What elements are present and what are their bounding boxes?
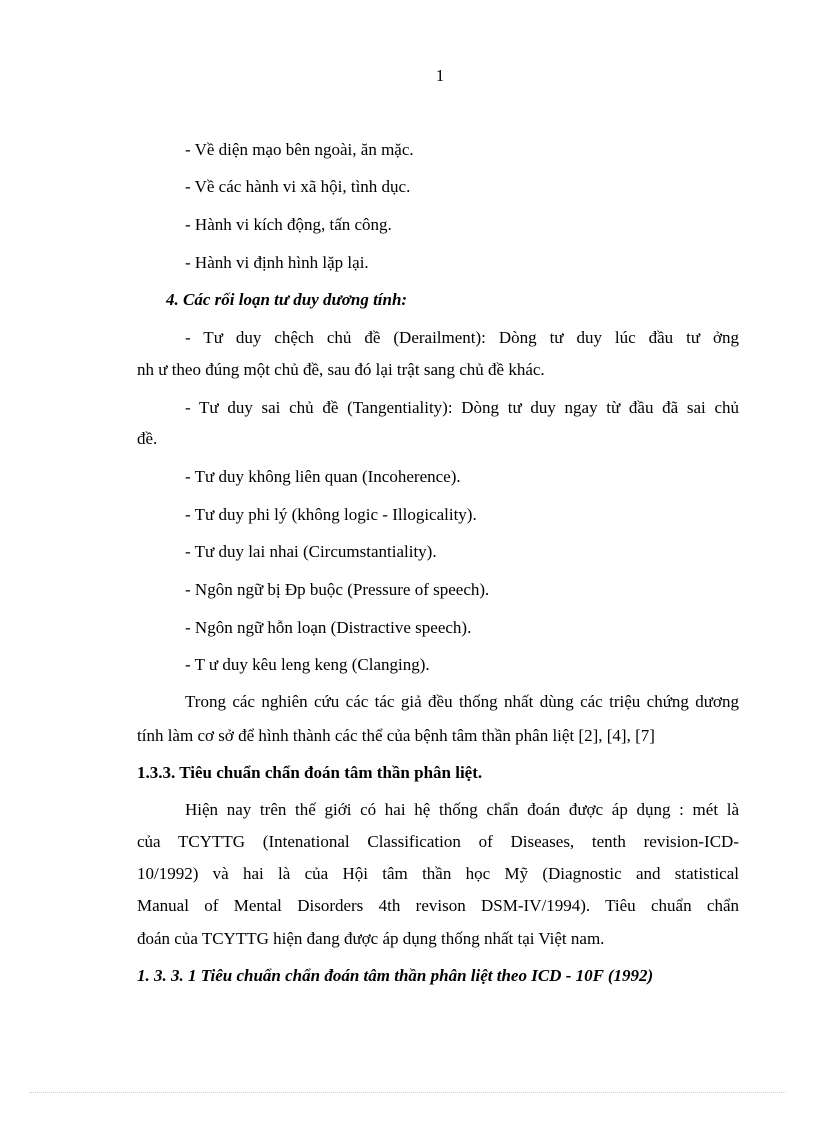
paragraph-line: đoán của TCYTTG hiện đang được áp dụng thống nhất tại Việt nam. xyxy=(137,929,605,948)
paragraph-line: Hiện nay trên thế giới có hai hệ thống chẩn đoán được áp dụng : mét là xyxy=(185,800,739,819)
paragraph-line: nh ư theo đúng một chủ đề, sau đó lại trật sang chủ đề khác. xyxy=(137,360,545,379)
list-item: - Tư duy không liên quan (Incoherence). xyxy=(185,467,461,486)
list-item: - Ngôn ngữ bị Đp buộc (Pressure of speech). xyxy=(185,580,490,599)
paragraph-line: 10/1992) và hai là của Hội tâm thần học Mỹ (Diagnostic and statistical xyxy=(137,864,739,883)
paragraph-line: - Tư duy chệch chủ đề (Derailment): Dòng tư duy lúc đầu tư ởng xyxy=(185,328,739,347)
paragraph-line: - Tư duy sai chủ đề (Tangentiality): Dòng tư duy ngay từ đầu đã sai chủ xyxy=(185,398,739,417)
list-item: - Hành vi kích động, tấn công. xyxy=(185,215,392,234)
paragraph-line: Trong các nghiên cứu các tác giả đều thống nhất dùng các triệu chứng dương xyxy=(185,692,739,711)
list-item: - Tư duy phi lý (không logic - Illogicality). xyxy=(185,505,477,524)
list-item: - Tư duy lai nhai (Circumstantiality). xyxy=(185,542,437,561)
paragraph-line: đề. xyxy=(137,429,158,448)
list-item: - Ngôn ngữ hỗn loạn (Distractive speech). xyxy=(185,618,472,637)
footer-divider xyxy=(30,1092,786,1093)
paragraph-line: của TCYTTG (Intenational Classification of Diseases, tenth revision-ICD- xyxy=(137,832,739,851)
section-heading: 1.3.3. Tiêu chuẩn chẩn đoán tâm thần phân liệt. xyxy=(137,763,483,782)
section-heading: 4. Các rối loạn tư duy dương tính: xyxy=(166,290,408,309)
section-heading: 1. 3. 3. 1 Tiêu chuẩn chẩn đoán tâm thần phân liệt theo ICD - 10F (1992) xyxy=(137,966,654,985)
list-item: - T ư duy kêu leng keng (Clanging). xyxy=(185,655,430,674)
list-item: - Về các hành vi xã hội, tình dục. xyxy=(185,177,411,196)
list-item: - Về diện mạo bên ngoài, ăn mặc. xyxy=(185,140,414,159)
paragraph-line: tính làm cơ sở để hình thành các thể của bệnh tâm thần phân liệt [2], [4], [7] xyxy=(137,726,655,745)
list-item: - Hành vi định hình lặp lại. xyxy=(185,253,369,272)
page-number: 1 xyxy=(435,66,445,85)
paragraph-line: Manual of Mental Disorders 4th revison DSM-IV/1994). Tiêu chuẩn chẩn xyxy=(137,896,739,915)
